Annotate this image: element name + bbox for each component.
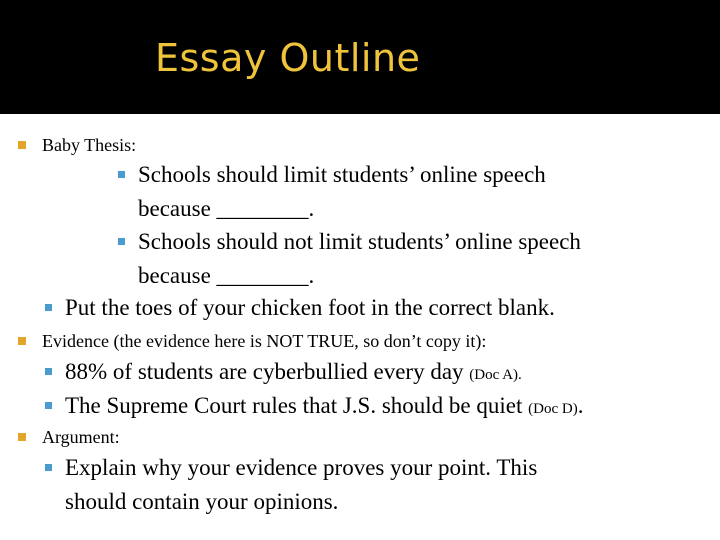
square-bullet-icon — [45, 402, 52, 409]
outline-subitem-evidence-a — [0, 355, 720, 389]
square-bullet-icon — [18, 141, 26, 149]
outline-subitem-evidence-d — [0, 389, 720, 423]
evidence-statement: 88% of students are cyberbullied every day — [65, 359, 464, 384]
outline-subitem-text — [65, 389, 583, 426]
evidence-statement: The Supreme Court rules that J.S. should be quiet — [65, 393, 523, 418]
outline-item-evidence — [0, 331, 720, 351]
square-bullet-icon — [18, 433, 26, 441]
evidence-suffix: . — [577, 393, 584, 418]
outline-subitem-thesis-not-limit — [0, 225, 720, 293]
square-bullet-icon — [45, 368, 52, 375]
evidence-citation: (Doc D) — [528, 401, 578, 417]
square-bullet-icon — [118, 238, 125, 245]
outline-subitem-line: Schools should not limit students’ online speech — [138, 229, 581, 254]
outline-item-argument — [0, 427, 720, 447]
square-bullet-icon — [45, 304, 52, 311]
outline-item-label: Argument: — [42, 427, 120, 447]
evidence-citation: (Doc A). — [469, 367, 522, 383]
outline-subitem-line: Explain why your evidence proves your point. This — [65, 455, 538, 480]
square-bullet-icon — [118, 171, 125, 178]
outline-subitem-explain — [0, 451, 720, 519]
square-bullet-icon — [45, 464, 52, 471]
outline-subitem-line: should contain your opinions. — [65, 489, 339, 514]
outline-subitem-line: because ________. — [138, 196, 315, 221]
square-bullet-icon — [18, 337, 26, 345]
outline-subitem-line: Schools should limit students’ online speech — [138, 162, 546, 187]
outline-subitem-line: because ________. — [138, 263, 315, 288]
outline-subitem-thesis-limit — [0, 158, 720, 226]
outline-subitem-text: Put the toes of your chicken foot in the correct blank. — [65, 295, 555, 320]
outline-subitem-chicken-foot — [0, 291, 720, 325]
outline-item-baby-thesis — [0, 135, 720, 155]
outline-item-label: Baby Thesis: — [42, 135, 137, 155]
slide-title: Essay Outline — [155, 36, 421, 80]
outline-subitem-text — [65, 355, 522, 392]
outline-item-label: Evidence (the evidence here is NOT TRUE, so don’t copy it): — [42, 331, 487, 351]
